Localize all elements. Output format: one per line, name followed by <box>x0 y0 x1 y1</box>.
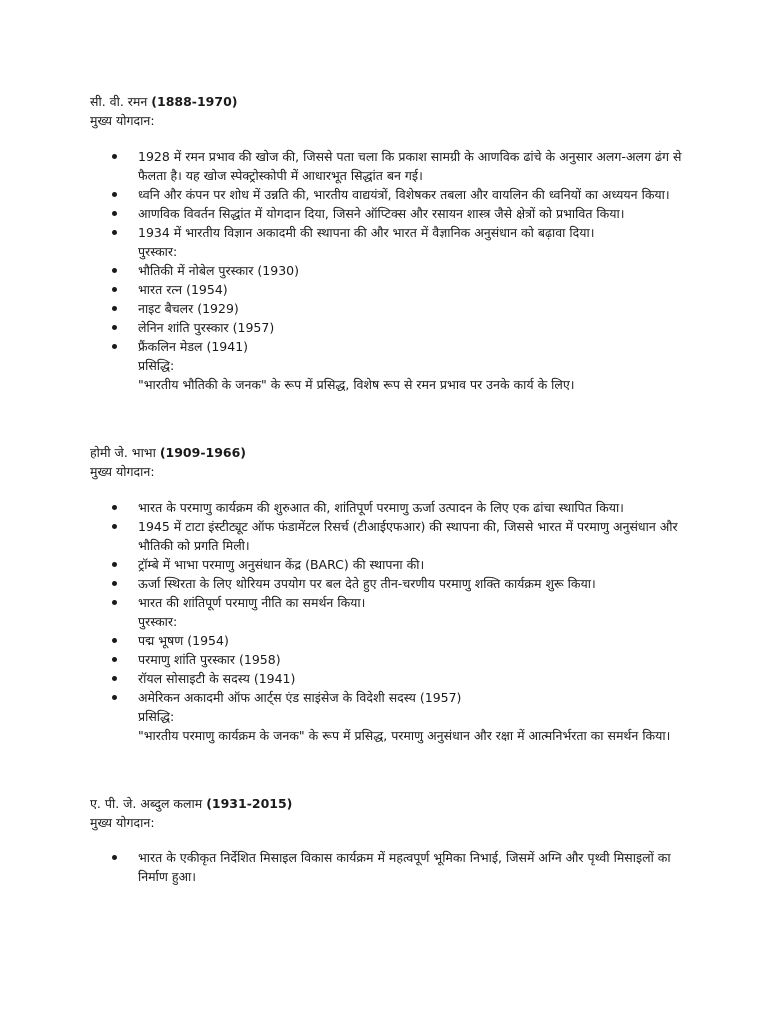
bullet-icon <box>112 855 117 860</box>
bullet-icon <box>112 344 117 349</box>
list-item-text: आणविक विवर्तन सिद्धांत में योगदान दिया, जिसने ऑप्टिक्स और रसायन शास्त्र जैसे क्षेत्रों को प्रभावित किया। <box>138 206 625 221</box>
list-item <box>112 848 694 886</box>
list-item <box>112 337 694 394</box>
list-item-text: भौतिकी में नोबेल पुरस्कार (1930) <box>138 263 299 278</box>
list-item <box>112 498 694 517</box>
fame-label: प्रसिद्धि: <box>138 709 175 724</box>
bullet-icon <box>112 211 117 216</box>
section-heading <box>90 92 690 111</box>
list-item <box>112 555 694 574</box>
bullet-icon <box>112 695 117 700</box>
bullet-icon <box>112 230 117 235</box>
list-item-text: लेनिन शांति पुरस्कार (1957) <box>138 320 275 335</box>
list-item <box>112 223 694 261</box>
list-item-text: 1928 में रमन प्रभाव की खोज की, जिससे पता चला कि प्रकाश सामग्री के आणविक ढांचे के अनुसार अलग-अलग ढंग से फैलता है। यह खोज स्पेक्ट्रोस्कोपी में आधारभूत सिद्धांत बन गई। <box>138 149 682 183</box>
list-item <box>112 261 694 280</box>
list-item-text: फ्रैंकलिन मेडल (1941) <box>138 339 249 354</box>
list-item <box>112 299 694 318</box>
section-cv-raman <box>90 92 690 392</box>
fame-label: प्रसिद्धि: <box>138 358 175 373</box>
list-item <box>112 517 694 555</box>
bullet-icon <box>112 581 117 586</box>
list-item <box>112 147 694 185</box>
bullet-icon <box>112 524 117 529</box>
contributions-list <box>112 848 694 886</box>
list-item <box>112 185 694 204</box>
list-item-text: 1934 में भारतीय विज्ञान अकादमी की स्थापना की और भारत में वैज्ञानिक अनुसंधान को बढ़ावा दिया। <box>138 225 595 240</box>
bullet-icon <box>112 562 117 567</box>
fame-text: "भारतीय परमाणु कार्यक्रम के जनक" के रूप में प्रसिद्ध, परमाणु अनुसंधान और रक्षा में आत्मनिर्भरता का समर्थन किया। <box>138 728 671 743</box>
list-item <box>112 593 694 631</box>
bullet-icon <box>112 287 117 292</box>
bullet-icon <box>112 505 117 510</box>
contributions-label: मुख्य योगदान: <box>90 815 155 830</box>
list-item <box>112 669 694 688</box>
list-item-text: परमाणु शांति पुरस्कार (1958) <box>138 652 281 667</box>
list-item-text: भारत रत्न (1954) <box>138 282 228 297</box>
bullet-icon <box>112 192 117 197</box>
list-item-text: भारत के एकीकृत निर्देशित मिसाइल विकास कार्यक्रम में महत्वपूर्ण भूमिका निभाई, जिसमें अग्नि और पृथ्वी मिसाइलों का निर्माण हुआ। <box>138 850 671 884</box>
contributions-label: मुख्य योगदान: <box>90 464 155 479</box>
bullet-icon <box>112 657 117 662</box>
list-item <box>112 650 694 669</box>
list-item <box>112 204 694 223</box>
contributions-label: मुख्य योगदान: <box>90 113 155 128</box>
person-years: (1909-1966) <box>159 445 247 460</box>
list-item <box>112 280 694 299</box>
list-item-text: भारत की शांतिपूर्ण परमाणु नीति का समर्थन किया। <box>138 595 366 610</box>
person-name: ए. पी. जे. अब्दुल कलाम <box>90 796 203 811</box>
list-item-text: रॉयल सोसाइटी के सदस्य (1941) <box>138 671 296 686</box>
list-item-text: पद्म भूषण (1954) <box>138 633 229 648</box>
contributions-list <box>112 147 694 394</box>
list-item <box>112 574 694 593</box>
list-item-text: ट्रॉम्बे में भाभा परमाणु अनुसंधान केंद्र (BARC) की स्थापना की। <box>138 557 425 572</box>
awards-label: पुरस्कार: <box>138 614 178 629</box>
list-item-text: ध्वनि और कंपन पर शोध में उन्नति की, भारतीय वाद्ययंत्रों, विशेषकर तबला और वायलिन की ध्वनियों का अध्ययन किया। <box>138 187 670 202</box>
list-item <box>112 688 694 745</box>
awards-label: पुरस्कार: <box>138 244 178 259</box>
fame-text: "भारतीय भौतिकी के जनक" के रूप में प्रसिद्ध, विशेष रूप से रमन प्रभाव पर उनके कार्य के लिए। <box>138 377 575 392</box>
section-apj-abdul-kalam <box>90 794 690 884</box>
section-homi-bhabha <box>90 443 690 743</box>
list-item-text: 1945 में टाटा इंस्टीट्यूट ऑफ फंडामेंटल रिसर्च (टीआईएफआर) की स्थापना की, जिससे भारत में परमाणु अनुसंधान और भौतिकी को प्रगति मिली। <box>138 519 678 553</box>
person-name: होमी जे. भाभा <box>90 445 156 460</box>
bullet-icon <box>112 600 117 605</box>
section-heading <box>90 794 690 813</box>
list-item <box>112 318 694 337</box>
section-heading <box>90 443 690 462</box>
person-years: (1888-1970) <box>151 94 238 109</box>
bullet-icon <box>112 325 117 330</box>
bullet-icon <box>112 268 117 273</box>
contributions-list <box>112 498 694 745</box>
list-item-text: अमेरिकन अकादमी ऑफ आर्ट्स एंड साइंसेज के विदेशी सदस्य (1957) <box>138 690 462 705</box>
list-item-text: नाइट बैचलर (1929) <box>138 301 239 316</box>
list-item <box>112 631 694 650</box>
bullet-icon <box>112 676 117 681</box>
list-item-text: भारत के परमाणु कार्यक्रम की शुरुआत की, शांतिपूर्ण परमाणु ऊर्जा उत्पादन के लिए एक ढांचा स्थापित किया। <box>138 500 624 515</box>
bullet-icon <box>112 638 117 643</box>
person-years: (1931-2015) <box>206 796 293 811</box>
bullet-icon <box>112 154 117 159</box>
person-name: सी. वी. रमन <box>90 94 148 109</box>
list-item-text: ऊर्जा स्थिरता के लिए थोरियम उपयोग पर बल देते हुए तीन-चरणीय परमाणु शक्ति कार्यक्रम शुरू किया। <box>138 576 596 591</box>
bullet-icon <box>112 306 117 311</box>
